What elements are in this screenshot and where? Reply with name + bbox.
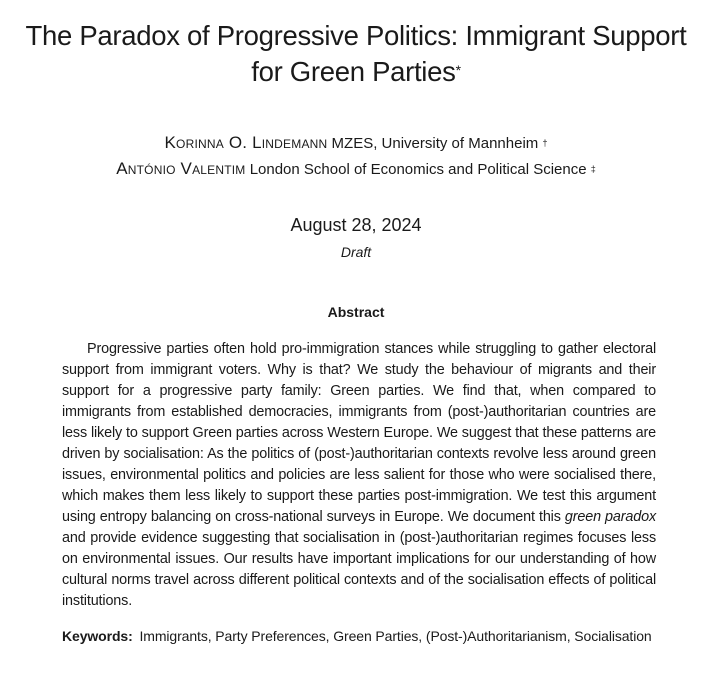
abstract-heading: Abstract bbox=[327, 304, 385, 320]
author-affiliation: London School of Economics and Political Science bbox=[249, 161, 587, 178]
paper-status: Draft bbox=[340, 244, 372, 260]
keywords bbox=[62, 626, 656, 647]
author-name: Korinna O. Lindemann bbox=[164, 133, 328, 152]
abstract-text-part-1: Progressive parties often hold pro-immigration stances while struggling to gather electoral support from immigrant voters. Why is that? We study the behaviour of migrants and their support for a progressive party family: Green parties. We find that, when compared to immigrants from established democracies, immigrants from (post-)authoritarian countries are less likely to support Green parties across Western Europe. We suggest that these patterns are driven by socialisation: As the politics of (post-)authoritarian contexts revolve less around green issues, environmental politics and policies are less salient for those who were socialised there, which makes them less likely to support these parties post-immigration. We test this argument using entropy balancing on cross-national surveys in Europe. We document this bbox=[62, 341, 656, 525]
author-line-2 bbox=[0, 159, 712, 180]
title-line-1: The Paradox of Progressive Politics: Immigrant Support bbox=[25, 20, 687, 51]
author-line-1 bbox=[0, 133, 712, 154]
keywords-label: Keywords: bbox=[62, 628, 133, 644]
author-name: António Valentim bbox=[116, 159, 246, 178]
keywords-text: Immigrants, Party Preferences, Green Parties, (Post-)Authoritarianism, Socialisation bbox=[139, 628, 652, 644]
paper-date: August 28, 2024 bbox=[290, 215, 422, 235]
abstract-text-part-2: and provide evidence suggesting that socialisation in (post-)authoritarian regimes focuses less on environmental issues. Our results have important implications for our understanding of how cultural norms travel across different political contexts and of the socialisation effects of political institutions. bbox=[62, 530, 656, 609]
paper-title bbox=[20, 18, 692, 90]
author-affiliation: MZES, University of Mannheim bbox=[331, 135, 539, 152]
abstract-emphasis: green paradox bbox=[564, 509, 657, 525]
author-footnote-mark: ‡ bbox=[590, 164, 596, 174]
author-footnote-mark: † bbox=[542, 138, 548, 148]
title-footnote-mark: * bbox=[455, 62, 461, 78]
abstract-body bbox=[62, 339, 656, 612]
title-line-2: for Green Parties bbox=[251, 56, 456, 87]
